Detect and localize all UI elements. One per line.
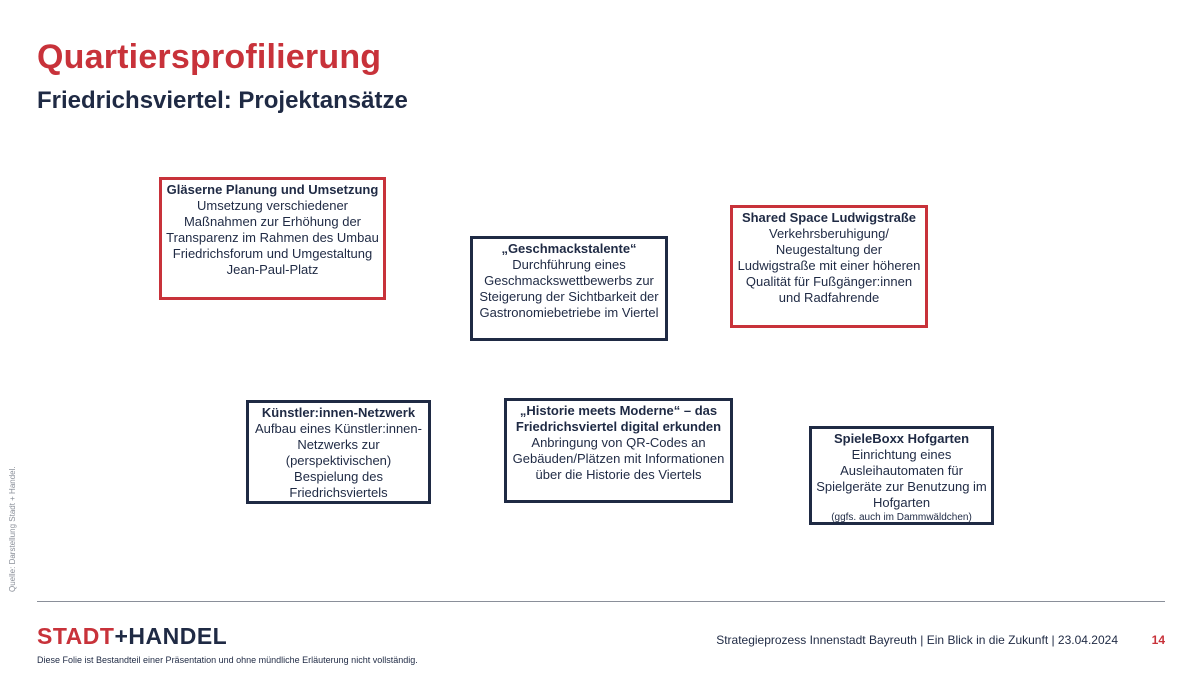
footer-divider <box>37 601 1165 602</box>
project-card-historie-meets-moderne <box>504 398 733 503</box>
project-card-glaeserne-planung <box>159 177 386 300</box>
card-body: Einrichtung eines Ausleihautomaten für Spielgeräte zur Benutzung im Hofgarten <box>816 447 987 510</box>
footer-info: Strategieprozess Innenstadt Bayreuth | Ein Blick in die Zukunft | 23.04.2024 <box>716 633 1118 647</box>
page-number: 14 <box>1151 633 1165 647</box>
card-body: Verkehrsberuhigung/ Neugestaltung der Ludwigstraße mit einer höheren Qualität für Fußgänger:innen und Radfahrende <box>737 226 921 305</box>
card-title: Künstler:innen-Netzwerk <box>261 405 416 420</box>
footer-disclaimer: Diese Folie ist Bestandteil einer Präsentation und ohne mündliche Erläuterung nicht vollständig. <box>37 655 418 665</box>
card-title: Shared Space Ludwigstraße <box>741 210 917 225</box>
card-title: „Historie meets Moderne“ – das Friedrichsviertel digital erkunden <box>515 403 722 434</box>
card-body: Aufbau eines Künstler:innen-Netzwerks zur (perspektivischen) Bespielung des Friedrichsviertels <box>255 421 422 500</box>
project-card-kuenstler-netzwerk <box>246 400 431 504</box>
card-title: SpieleBoxx Hofgarten <box>833 431 970 446</box>
card-body: Durchführung eines Geschmackswettbewerbs zur Steigerung der Sichtbarkeit der Gastronomiebetriebe im Viertel <box>479 257 659 320</box>
card-title: Gläserne Planung und Umsetzung <box>166 182 379 197</box>
logo-part-stadt: STADT <box>37 623 115 649</box>
card-note: (ggfs. auch im Dammwäldchen) <box>831 512 972 523</box>
project-card-shared-space <box>730 205 928 328</box>
stadt-handel-logo <box>37 623 227 650</box>
project-card-spieleboxx <box>809 426 994 525</box>
slide-title: Quartiersprofilierung <box>37 38 382 76</box>
source-note: Quelle: Darstellung Stadt + Handel. <box>8 466 17 592</box>
card-body: Anbringung von QR-Codes an Gebäuden/Plätzen mit Informationen über die Historie des Viertels <box>512 435 725 482</box>
logo-part-handel: +HANDEL <box>114 623 228 649</box>
card-title: „Geschmackstalente“ <box>501 241 637 256</box>
project-card-geschmackstalente <box>470 236 668 341</box>
slide-subtitle: Friedrichsviertel: Projektansätze <box>37 87 408 114</box>
card-body: Umsetzung verschiedener Maßnahmen zur Erhöhung der Transparenz im Rahmen des Umbau Friedrichsforum und Umgestaltung Jean-Paul-Platz <box>166 198 379 277</box>
